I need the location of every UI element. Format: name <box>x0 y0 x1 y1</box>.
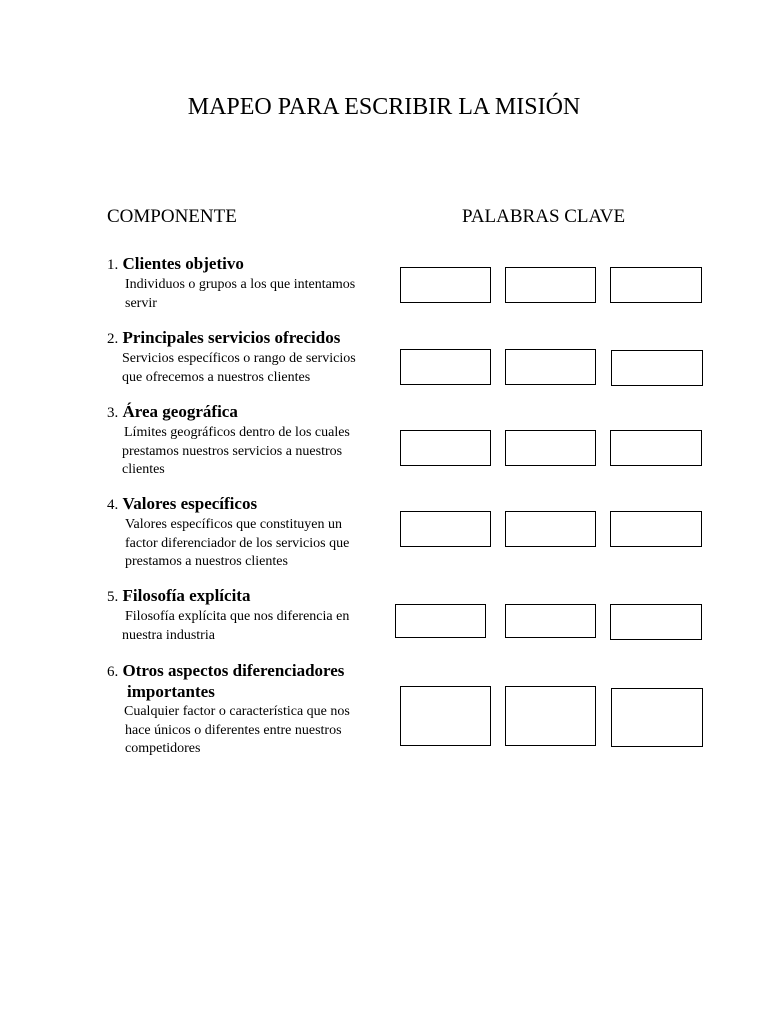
item-desc-line: factor diferenciador de los servicios que <box>125 535 350 551</box>
keyword-box-6-2[interactable] <box>505 686 596 746</box>
item-number: 4. <box>107 497 119 513</box>
item-number: 3. <box>107 405 119 421</box>
keyword-box-2-1[interactable] <box>400 349 491 385</box>
item-title: Área geográfica <box>122 402 238 421</box>
item-desc-line: Filosofía explícita que nos diferencia en <box>125 609 350 624</box>
keyword-box-1-3[interactable] <box>610 267 702 303</box>
component-item-1 <box>107 254 387 313</box>
item-desc-line: Valores específicos que constituyen un <box>125 517 342 532</box>
keyword-box-4-2[interactable] <box>505 511 596 547</box>
keyword-box-3-1[interactable] <box>400 430 491 466</box>
item-title: Principales servicios ofrecidos <box>122 328 341 347</box>
keyword-box-4-1[interactable] <box>400 511 491 547</box>
item-desc-line: Servicios específicos o rango de servicios <box>122 351 356 366</box>
keyword-box-4-3[interactable] <box>610 511 702 547</box>
keyword-box-2-2[interactable] <box>505 349 596 385</box>
item-desc-line: nuestra industria <box>122 627 215 643</box>
component-item-2 <box>107 328 387 387</box>
component-item-6 <box>107 661 387 759</box>
item-desc-line: Individuos o grupos a los que intentamos <box>125 277 356 292</box>
item-number: 5. <box>107 589 119 605</box>
keyword-box-3-2[interactable] <box>505 430 596 466</box>
component-item-3 <box>107 402 387 480</box>
keyword-box-3-3[interactable] <box>610 430 702 466</box>
item-number: 6. <box>107 664 119 680</box>
item-desc-line: servir <box>125 295 157 311</box>
keyword-box-6-1[interactable] <box>400 686 491 746</box>
item-desc-line: prestamos a nuestros clientes <box>125 554 288 569</box>
keyword-box-2-3[interactable] <box>611 350 703 386</box>
component-item-5 <box>107 586 387 645</box>
item-title-continued: importantes <box>127 682 215 701</box>
item-desc-line: prestamos nuestros servicios a nuestros <box>122 443 343 459</box>
keyword-box-6-3[interactable] <box>611 688 703 747</box>
header-palabras-clave: PALABRAS CLAVE <box>462 206 626 227</box>
keyword-box-1-1[interactable] <box>400 267 491 303</box>
item-desc-line: Cualquier factor o característica que nos <box>124 704 350 719</box>
item-title: Otros aspectos diferenciadores <box>122 661 345 680</box>
keyword-box-5-3[interactable] <box>610 604 702 640</box>
item-number: 2. <box>107 331 119 347</box>
item-desc-line: Límites geográficos dentro de los cuales <box>124 425 350 440</box>
item-desc-line: clientes <box>122 462 165 477</box>
item-desc-line: hace únicos o diferentes entre nuestros <box>125 722 342 738</box>
page-title: MAPEO PARA ESCRIBIR LA MISIÓN <box>187 94 581 120</box>
keyword-box-5-2[interactable] <box>505 604 596 638</box>
item-number: 1. <box>107 257 119 273</box>
item-desc-line: que ofrecemos a nuestros clientes <box>122 369 311 385</box>
header-componente: COMPONENTE <box>107 206 237 227</box>
item-title: Clientes objetivo <box>122 254 244 273</box>
item-title: Filosofía explícita <box>122 586 251 605</box>
keyword-box-5-1[interactable] <box>395 604 486 638</box>
item-title: Valores específicos <box>122 494 258 513</box>
keyword-box-1-2[interactable] <box>505 267 596 303</box>
item-desc-line: competidores <box>125 741 201 756</box>
component-item-4 <box>107 494 387 572</box>
